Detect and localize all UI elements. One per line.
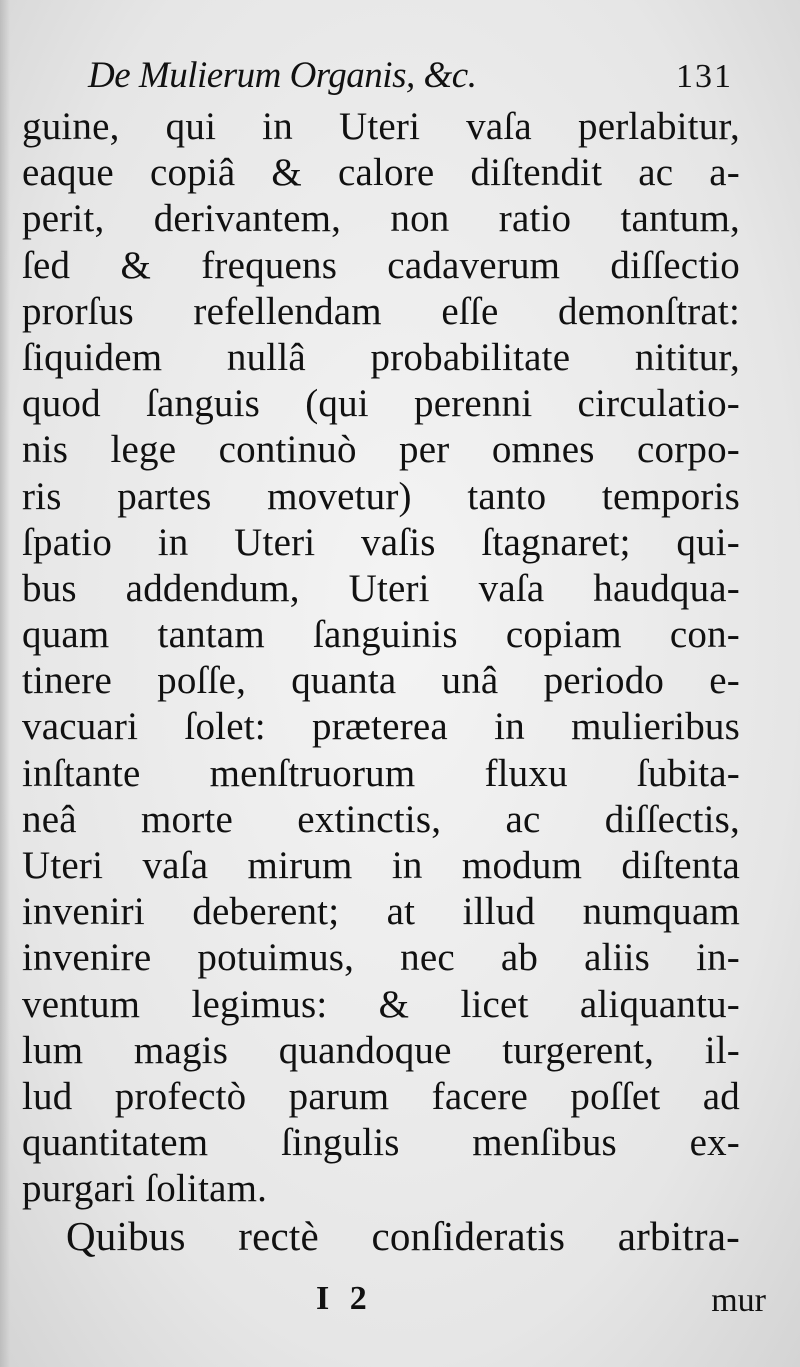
text-line-paragraph-end: purgari ſolitam. bbox=[22, 1167, 268, 1211]
text-line: ris partes movetur) tanto temporis bbox=[22, 474, 740, 518]
text-line: ſpatio in Uteri vaſis ſtagnaret; qui- bbox=[22, 520, 740, 564]
text-line: ſed & frequens cadaverum diſſectio bbox=[22, 243, 740, 287]
catchword: mur bbox=[711, 1282, 766, 1319]
paragraph-first-line: Quibus rectè conſideratis arbitra- bbox=[66, 1212, 740, 1259]
text-line: guine, qui in Uteri vaſa perlabitur, bbox=[22, 105, 740, 148]
page-number: 131 bbox=[676, 58, 733, 95]
text-line: inſtante menſtruorum fluxu ſubita- bbox=[22, 751, 740, 795]
text-line: tinere poſſe, quanta unâ periodo e- bbox=[22, 659, 740, 703]
text-line: quod ſanguis (qui perenni circulatio- bbox=[22, 382, 740, 426]
text-line: invenire potuimus, nec ab aliis in- bbox=[22, 936, 740, 980]
signature-mark: I 2 bbox=[316, 1280, 373, 1317]
text-line: ventum legimus: & licet aliquantu- bbox=[22, 982, 740, 1026]
text-line: perit, derivantem, non ratio tantum, bbox=[22, 197, 740, 241]
page-gutter-shadow bbox=[0, 0, 10, 1367]
text-line: lud profectò parum facere poſſet ad bbox=[22, 1074, 740, 1118]
running-title: De Mulierum Organis, &c. bbox=[88, 55, 477, 96]
page-header bbox=[88, 54, 733, 104]
body-text bbox=[22, 104, 740, 1259]
text-line: neâ morte extinctis, ac diſſectis, bbox=[22, 797, 740, 841]
text-line: inveniri deberent; at illud numquam bbox=[22, 890, 740, 934]
text-line: lum magis quandoque turgerent, il- bbox=[22, 1028, 740, 1072]
text-line: quantitatem ſingulis menſibus ex- bbox=[22, 1121, 740, 1165]
text-line: nis lege continuò per omnes corpo- bbox=[22, 428, 740, 472]
text-line: ſiquidem nullâ probabilitate nititur, bbox=[22, 335, 740, 379]
text-line: quam tantam ſanguinis copiam con- bbox=[22, 613, 740, 657]
text-line: eaque copiâ & calore diſtendit ac a- bbox=[22, 151, 740, 195]
text-line: prorſus refellendam eſſe demonſtrat: bbox=[22, 289, 740, 333]
text-line: bus addendum, Uteri vaſa haudqua- bbox=[22, 566, 740, 610]
text-line: Uteri vaſa mirum in modum diſtenta bbox=[22, 844, 740, 887]
page-footer bbox=[0, 1280, 800, 1330]
text-line: vacuari ſolet: præterea in mulieribus bbox=[22, 705, 740, 749]
